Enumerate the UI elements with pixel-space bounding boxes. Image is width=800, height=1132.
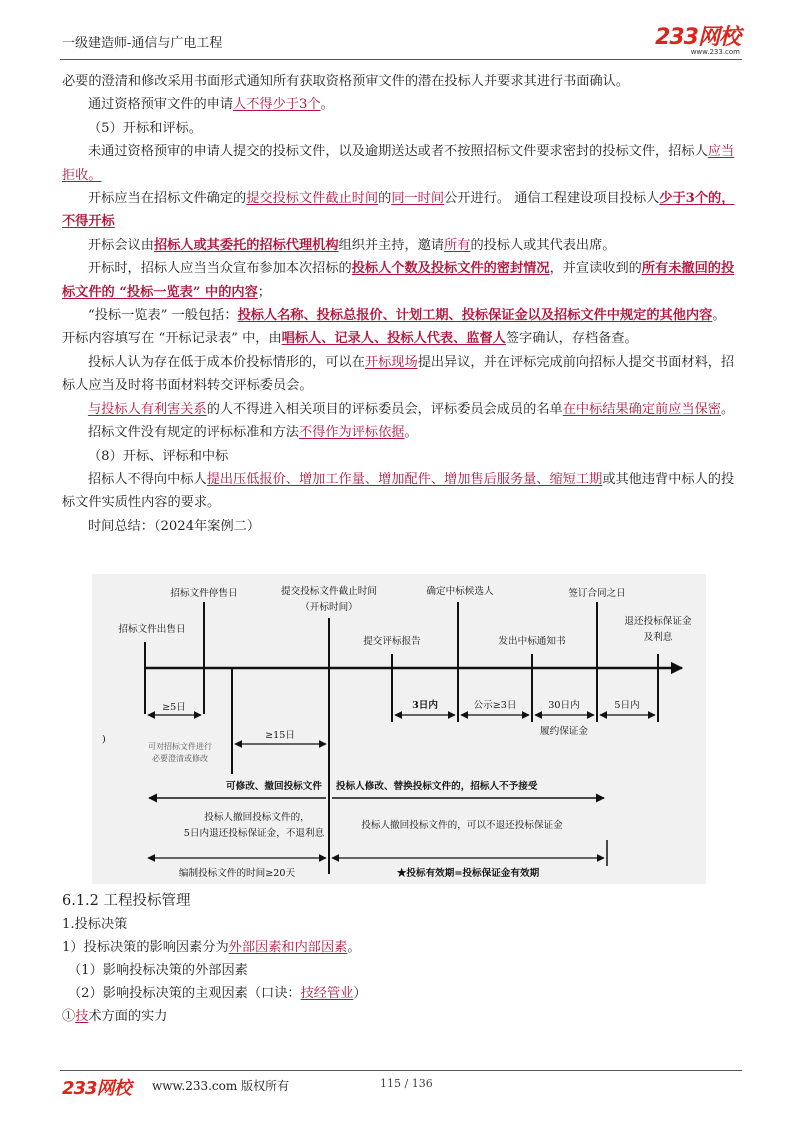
- highlight: 提出压低报价、增加工作量、增加配件、增加售后服务量、缩短工期: [206, 471, 603, 487]
- highlight: 外部因素和内部因素: [228, 940, 348, 955]
- highlight: 投标人名称、投标总报价、计划工期、投标保证金以及招标文件中规定的其他内容: [237, 308, 713, 324]
- label-ge15: ≥15日: [265, 730, 295, 741]
- document-body: [62, 70, 742, 538]
- paragraph: 招标人不得向中标人提出压低报价、增加工作量、增加配件、增加售后服务量、缩短工期或其他违背中标人的投标文件实质性内容的要求。: [62, 471, 735, 511]
- section-line: 1.投标决策: [62, 917, 128, 932]
- highlight: 与投标人有利害关系: [88, 401, 207, 417]
- paragraph: 与投标人有利害关系的人不得进入相关项目的评标委员会，评标委员会成员的名单在中标结果确定前应当保密。: [88, 401, 735, 417]
- header-divider: [60, 59, 742, 60]
- subheading: （8）开标、评标和中标: [88, 448, 229, 464]
- logo-text: 233网校: [655, 25, 740, 50]
- paragraph: 开标时，招标人应当当众宣布参加本次招标的投标人个数及投标文件的密封情况，并宣读收到的所有未撤回的投标文件的 “投标一览表” 中的内容；: [62, 261, 735, 300]
- paragraph: “投标一览表” 一般包括：投标人名称、投标总报价、计划工期、投标保证金以及招标文件中规定的其他内容。 开标内容填写在 “开标记录表” 中，由唱标人、记录人、投标人代表、监督人签字确认，存档备查。: [62, 308, 726, 347]
- label-deadline-1: 提交投标文件截止时间: [281, 586, 377, 597]
- paragraph: 开标应当在招标文件确定的提交投标文件截止时间的同一时间公开进行。 通信工程建设项目投标人少于3个的，不得开标: [62, 191, 735, 230]
- highlight: 开标现场: [364, 354, 418, 370]
- highlight: 招标人或其委托的招标代理机构: [153, 237, 339, 253]
- footer-divider: [60, 1070, 742, 1071]
- label-no-refund: 投标人撤回投标文件的，可以不退还投标保证金: [361, 820, 563, 831]
- label-clarify-1: 可对招标文件进行: [148, 742, 212, 751]
- label-candidate: 确定中标候选人: [426, 586, 494, 597]
- label-clarify-2: 必要澄清或修改: [152, 754, 208, 763]
- left-mark: ): [102, 734, 106, 745]
- label-notice: 发出中标通知书: [498, 636, 566, 647]
- section-heading: 6.1.2 工程投标管理: [62, 893, 191, 909]
- paragraph: 投标人认为存在低于成本价投标情形的，可以在开标现场提出异议，并在评标完成前向招标人提交书面材料，招标人应当及时将书面材料转交评标委员会。: [62, 354, 735, 394]
- label-prep: 编制投标文件的时间≥20天: [178, 868, 296, 879]
- brand-logo: [655, 25, 740, 56]
- highlight: 唱标人、记录人、投标人代表、监督人: [281, 331, 506, 347]
- page-header: [62, 25, 740, 56]
- subheading: （5）开标和评标。: [88, 120, 202, 136]
- timeline-diagram: [92, 574, 706, 884]
- label-deadline-2: （开标时间）: [300, 602, 358, 613]
- label-report: 提交评标报告: [363, 636, 421, 647]
- highlight: 所有未撤回的投标文件的 “投标一览表” 中的内容: [62, 261, 735, 300]
- label-withdraw-1: 投标人撤回投标文件的，: [204, 812, 310, 823]
- footer-logo: 233网校: [62, 1078, 131, 1099]
- highlight: 应当拒收。: [62, 144, 735, 183]
- paragraph: 必要的澄清和修改采用书面形式通知所有获取资格预审文件的潜在投标人并要求其进行书面确认。: [62, 74, 630, 89]
- label-validity: ★投标有效期=投标保证金有效期: [396, 868, 540, 879]
- highlight: 投标人个数及投标文件的密封情况: [351, 261, 550, 277]
- paragraph: 时间总结：（2024年案例二）: [88, 518, 261, 534]
- highlight: 少于3个的，不得开标: [62, 191, 735, 230]
- label-refund-2: 及利息: [643, 632, 673, 643]
- timeline-svg: [92, 574, 706, 884]
- label-refund-1: 退还投标保证金: [624, 616, 692, 627]
- label-performance: 履约保证金: [540, 726, 588, 737]
- section-line: （2）影响投标决策的主观因素（口诀：技经管业）: [68, 986, 367, 1001]
- label-sale-stop: 招标文件停售日: [170, 588, 238, 599]
- label-modify: 可修改、撤回投标文件: [226, 781, 322, 792]
- highlight: 提交投标文件截止时间: [246, 191, 379, 207]
- highlight: 在中标结果确定前应当保密: [562, 401, 721, 417]
- section-line: ①技术方面的实力: [62, 1009, 168, 1024]
- section-line: 1）投标决策的影响因素分为外部因素和内部因素。: [62, 940, 361, 955]
- label-no-accept: 投标人修改、替换投标文件的，招标人不予接受: [336, 781, 538, 792]
- label-ge5: ≥5日: [162, 702, 186, 713]
- highlight: 同一时间: [391, 191, 445, 207]
- label-publicity: 公示≥3日: [473, 700, 517, 711]
- page-footer: [62, 1074, 742, 1099]
- page-number: 115 / 136: [380, 1077, 433, 1090]
- highlight: 所有: [444, 237, 471, 253]
- label-withdraw-2: 5日内退还投标保证金，不退利息: [183, 828, 325, 839]
- label-5days: 5日内: [614, 700, 640, 711]
- paragraph: 开标会议由招标人或其委托的招标代理机构组织并主持，邀请所有的投标人或其代表出席。: [88, 237, 616, 253]
- label-3days: 3日内: [412, 700, 438, 711]
- highlight: 人不得少于3个: [233, 97, 321, 113]
- label-sale-start: 招标文件出售日: [118, 624, 186, 635]
- section-line: （1）影响投标决策的外部因素: [68, 963, 248, 978]
- footer-site: www.233.com 版权所有: [152, 1079, 290, 1093]
- logo-subtext: www.233.com: [690, 48, 740, 56]
- highlight: 不得作为评标依据: [299, 425, 405, 441]
- paragraph: 招标文件没有规定的评标标准和方法不得作为评标依据。: [88, 425, 418, 441]
- paragraph: 通过资格预审文件的申请人不得少于3个。: [88, 97, 334, 113]
- header-title: 一级建造师-通信与广电工程: [62, 36, 223, 51]
- label-30days: 30日内: [548, 700, 580, 711]
- highlight: 技经管业: [300, 986, 354, 1001]
- paragraph: 未通过资格预审的申请人提交的投标文件，以及逾期送达或者不按照招标文件要求密封的投标文件，招标人应当拒收。: [62, 144, 735, 183]
- highlight: 技: [75, 1009, 89, 1024]
- label-contract: 签订合同之日: [568, 588, 626, 599]
